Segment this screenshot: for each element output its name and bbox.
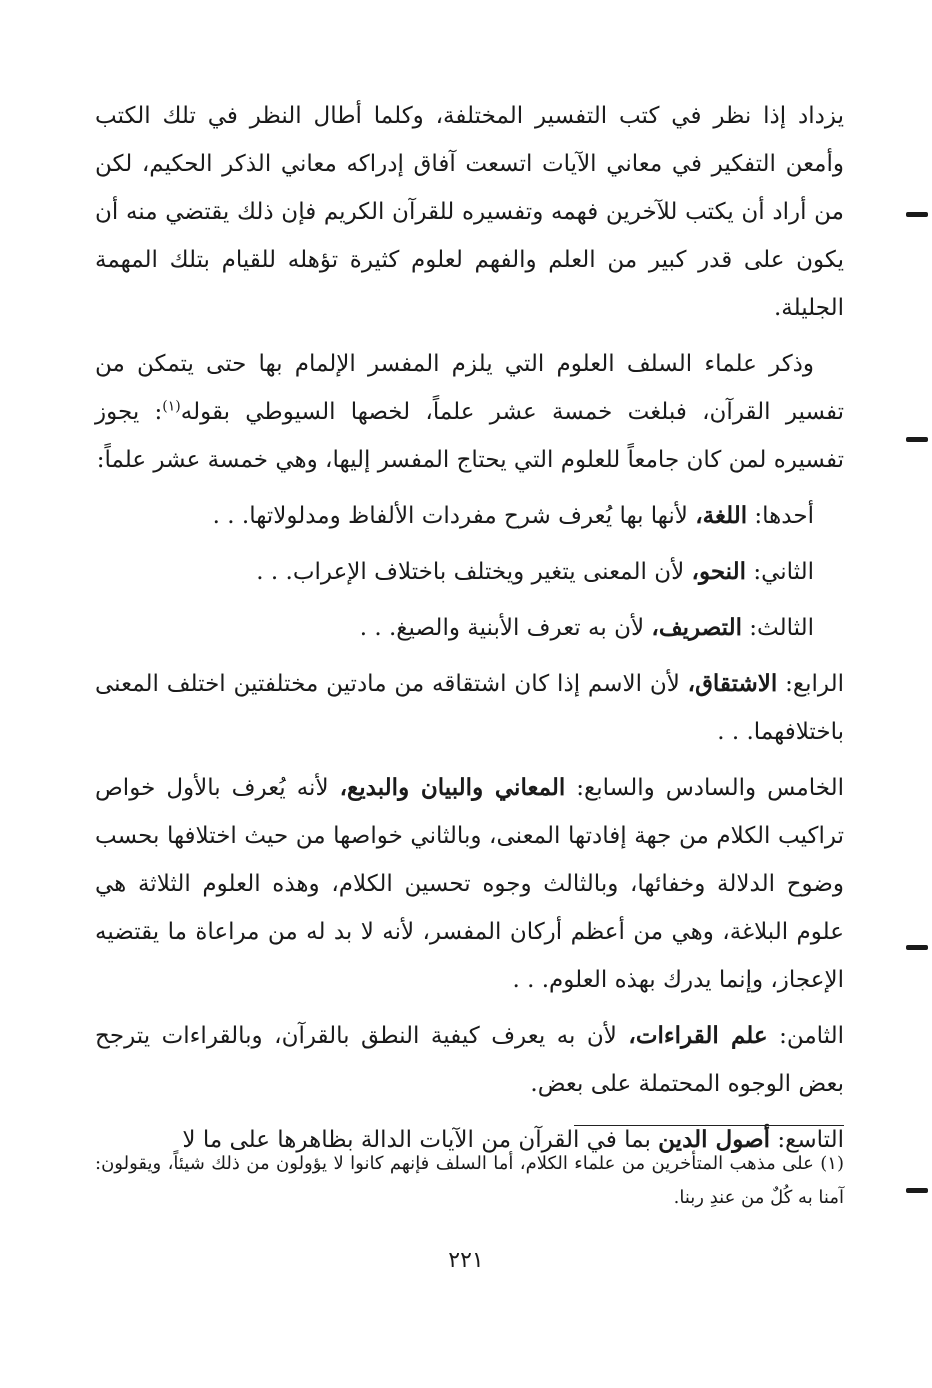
science-description: لأنه يُعرف بالأول خواص تراكيب الكلام من جهة إفادتها المعنى، وبالثاني خواصها من حيث اختلافها بحسب وضوح الدلالة وخفائها، وبالثالث وجوه تحسين الكلام، وهذه العلوم الثلاثة هي علوم البلاغة، وهي من أعظم أركان المفسر، لأنه لا بد له من مراعاة ما يقتضيه الإعجاز، وإنما يدرك بهذه العلوم. . .: [95, 775, 844, 993]
paragraph-intro: [95, 92, 844, 332]
science-item-2: [95, 548, 844, 596]
science-item-1: [95, 492, 844, 540]
science-description: لأن به يعرف كيفية النطق بالقرآن، وبالقراءات يترجح بعض الوجوه المحتملة على بعض.: [95, 1023, 844, 1097]
margin-scan-mark: [906, 945, 928, 950]
science-ordinal: الثاني:: [746, 559, 814, 585]
science-item-3: [95, 604, 844, 652]
science-item-5-6-7: [95, 764, 844, 1004]
science-ordinal: الثالث:: [742, 615, 814, 641]
science-ordinal: الخامس والسادس والسابع:: [565, 775, 844, 801]
science-term: أصول الدين: [658, 1126, 771, 1153]
footnote-reference-mark[interactable]: (١): [162, 398, 181, 415]
science-item-4: [95, 660, 844, 756]
science-ordinal: الثامن:: [767, 1023, 845, 1049]
science-ordinal: التاسع:: [770, 1127, 844, 1153]
science-item-8: [95, 1012, 844, 1108]
paragraph-intro-text: يزداد إذا نظر في كتب التفسير المختلفة، وكلما أطال النظر في تلك الكتب وأمعن التفكير في معاني الآيات اتسعت آفاق إدراكه معاني الذكر الحكيم، لكن من أراد أن يكتب للآخرين فهمه وتفسيره للقرآن الكريم فإن ذلك يقتضي منه أن يكون على قدر كبير من العلم والفهم لعلوم كثيرة تؤهله للقيام بتلك المهمة الجليلة.: [95, 103, 844, 321]
paragraph-sciences-intro-continuation: : يجوز تفسيره لمن كان جامعاً للعلوم التي يحتاج المفسر إليها، وهي خمسة عشر علماً:: [95, 399, 844, 473]
science-description: بما في القرآن من الآيات الدالة بظاهرها على ما لا: [182, 1127, 659, 1153]
main-text: [95, 92, 844, 1164]
science-term: المعاني والبيان والبديع،: [339, 774, 566, 801]
footnote-text: (١) على مذهب المتأخرين من علماء الكلام، أما السلف فإنهم كانوا لا يؤولون من ذلك شيئاً، ويقولون: آمنا به كُلٌ من عندِ ربنا.: [95, 1153, 844, 1208]
footnote-separator: [574, 1125, 844, 1126]
paragraph-sciences-intro: [95, 340, 844, 484]
science-term: النحو،: [691, 558, 747, 585]
science-description: لأنها بها يُعرف شرح مفردات الألفاظ ومدلولاتها. . .: [212, 503, 696, 529]
science-term: اللغة،: [695, 502, 748, 529]
margin-scan-mark: [906, 1188, 928, 1193]
margin-scan-mark: [906, 437, 928, 442]
science-description: لأن به تعرف الأبنية والصيغ. . .: [359, 615, 652, 641]
science-description: لأن المعنى يتغير ويختلف باختلاف الإعراب. . .: [256, 559, 692, 585]
science-term: الاشتقاق،: [687, 670, 778, 697]
science-term: علم القراءات،: [628, 1022, 768, 1049]
science-description: لأن الاسم إذا كان اشتقاقه من مادتين مختلفتين اختلف المعنى باختلافهما. . .: [95, 671, 844, 745]
margin-scan-mark: [906, 212, 928, 217]
science-ordinal: الرابع:: [777, 671, 844, 697]
science-term: التصريف،: [651, 614, 742, 641]
footnote: [95, 1147, 844, 1215]
paragraph-sciences-intro-text: وذكر علماء السلف العلوم التي يلزم المفسر الإلمام بها حتى يتمكن من تفسير القرآن، فبلغت خمسة عشر علماً، لخصها السيوطي بقوله: [95, 351, 845, 425]
science-ordinal: أحدها:: [747, 503, 814, 529]
page-number: ٢٢١: [448, 1248, 484, 1273]
